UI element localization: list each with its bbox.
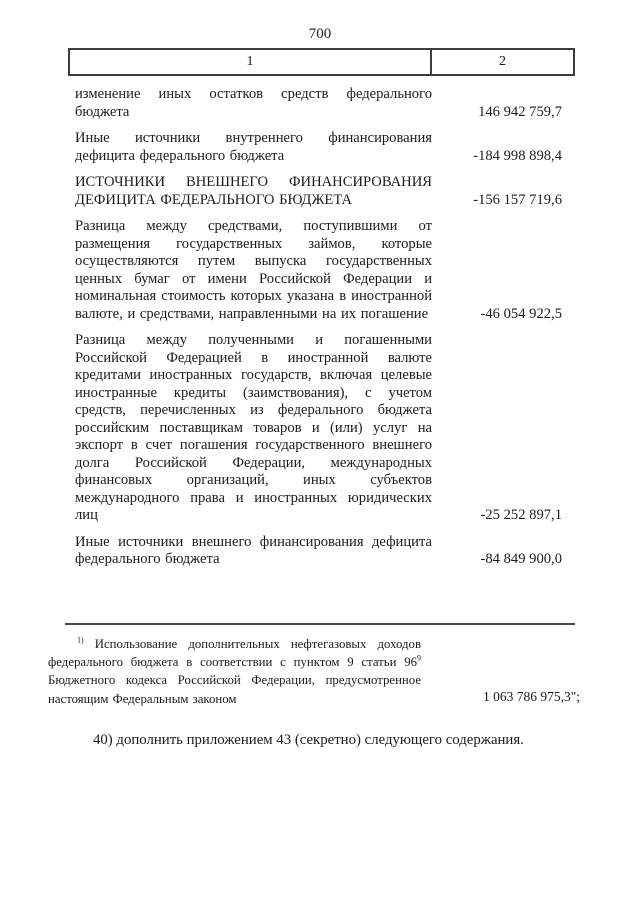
row-value: -46 054 922,5 <box>480 305 562 322</box>
row-text: Иные источники внутреннего финансирования дефицита федерального бюджета <box>75 130 432 164</box>
footnote-superscript: 9 <box>417 653 421 663</box>
footnote-value: 1 063 786 975,3"; <box>482 688 580 704</box>
continuation-table-header <box>68 48 575 76</box>
page-number: 700 <box>308 26 332 42</box>
table-row <box>75 86 562 121</box>
row-text: Разница между полученными и погашенными Российской Федерацией в иностранной валюте кредитами иностранных государств, включая целевые иностранные кредиты (заимствования), с учетом средств, перечисленных из федерального бюджета российским поставщикам товаров и (или) услуг на экспорт в счет погашения государственного внешнего долга Российской Федерации, международных финансовых организаций, иных субъектов международного права и иностранных юридических лиц <box>75 332 432 523</box>
row-text: ИСТОЧНИКИ ВНЕШНЕГО ФИНАНСИРОВАНИЯ ДЕФИЦИТА ФЕДЕРАЛЬНОГО БЮДЖЕТА <box>75 174 432 208</box>
column-1-header: 1 <box>70 50 432 74</box>
row-value: -84 849 900,0 <box>480 551 562 567</box>
table-body <box>75 86 562 569</box>
table-row <box>75 332 562 525</box>
closing-paragraph: 40) дополнить приложением 43 (секретно) следующего содержания. <box>93 732 524 749</box>
table-row <box>75 534 562 569</box>
footnote-text-part1: Использование дополнительных нефтегазовых доходов федерального бюджета в соответствии с пунктом 9 статьи 96 <box>48 636 421 669</box>
row-value: -25 252 897,1 <box>480 507 562 523</box>
table-row <box>75 218 562 323</box>
table-row <box>75 130 562 165</box>
footnote-marker: 1) <box>77 635 84 645</box>
row-value: -184 998 898,4 <box>473 147 562 164</box>
row-text: изменение иных остатков средств федерального бюджета <box>75 86 432 120</box>
table-row <box>75 174 562 209</box>
row-text: Иные источники внешнего финансирования дефицита федерального бюджета <box>75 533 432 567</box>
footnote <box>48 635 580 709</box>
footnote-divider <box>65 623 575 625</box>
row-value: 146 942 759,7 <box>478 103 562 120</box>
row-text: Разница между средствами, поступившими от размещения государственных займов, которые осуществляются путем выпуска государственных ценных бумаг от имени Российской Федерации и номинальная стоимость которых указана в иностранной валюте, и средствами, направленными на их погашение <box>75 218 432 322</box>
row-value: -156 157 719,6 <box>473 191 562 208</box>
footnote-text-part2: Бюджетного кодекса Российской Федерации, предусмотренное настоящим Федеральным законом <box>48 673 421 706</box>
column-2-header: 2 <box>499 54 506 69</box>
footnote-text <box>48 635 421 709</box>
